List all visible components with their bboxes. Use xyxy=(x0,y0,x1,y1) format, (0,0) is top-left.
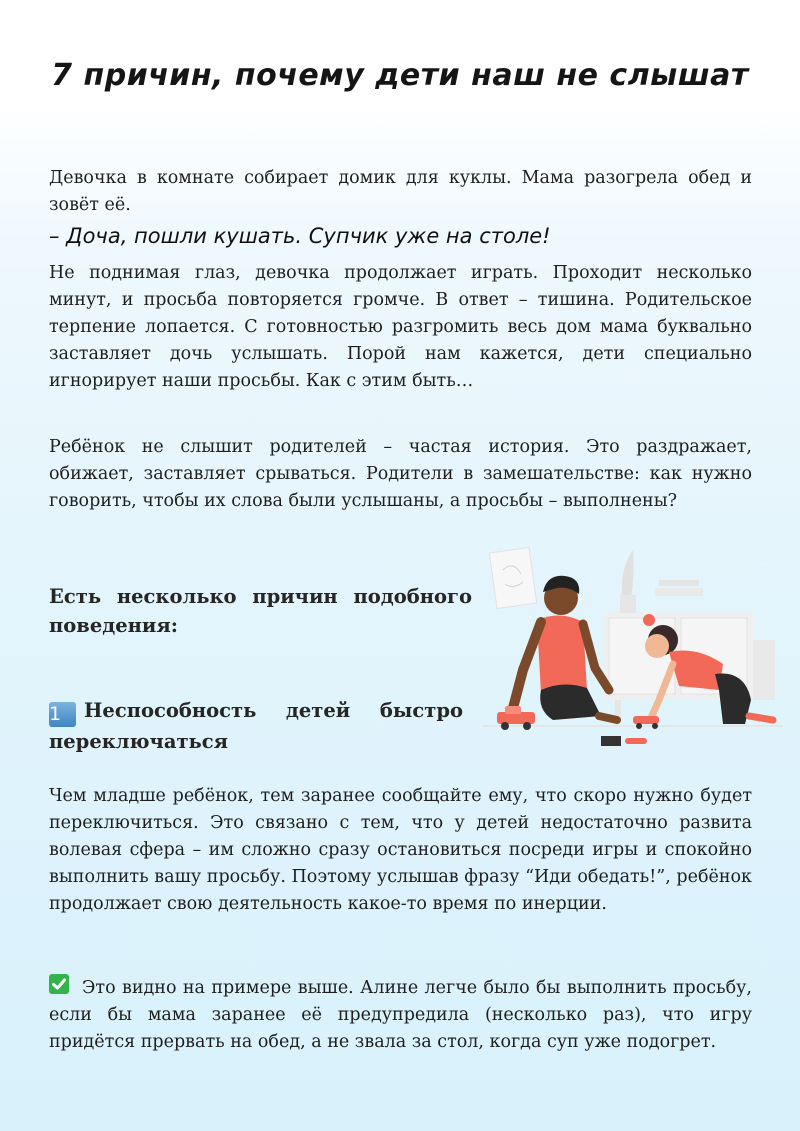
page-title: 7 причин, почему дети наш не слышат xyxy=(51,58,749,93)
quote-line: – Доча, пошли кушать. Супчик уже на столе! xyxy=(49,224,551,248)
story-paragraph: Не поднимая глаз, девочка продолжает играть. Проходит несколько минут, и просьба повторяется громче. В ответ – тишина. Родительское терпение лопается. С готовностью разгромить весь дом мама буквально заставляет дочь услышать. Порой нам кажется, дети специально игнорирует наши просьбы. Как с этим быть… xyxy=(49,263,752,391)
reason-1-title: Неспособность детей быстро переключаться xyxy=(49,699,463,753)
intro-paragraph: Девочка в комнате собирает домик для куклы. Мама разогрела обед и зовёт её. xyxy=(49,168,752,215)
reason-1-heading xyxy=(49,696,463,756)
reasons-heading: Есть несколько причин подобного поведения: xyxy=(49,585,472,637)
problem-paragraph: Ребёнок не слышит родителей – частая история. Это раздражает, обижает, заставляет срываться. Родители в замешательстве: как нужно говорить, чтобы их слова были услышаны, а просьбы – выполнены? xyxy=(49,437,752,511)
reason-1-paragraph: Чем младше ребёнок, тем заранее сообщайте ему, что скоро нужно будет переключиться. Это связано с тем, что у детей недостаточно развита волевая сфера – им сложно сразу остановиться посреди игры и спокойно выполнить вашу просьбу. Поэтому услышав фразу “Иди обедать!”, ребёнок продолжает свою деятельность какое-то время по инерции. xyxy=(49,786,752,914)
number-one-badge-icon: 1 xyxy=(49,702,76,727)
example-paragraph: Это видно на примере выше. Алине легче было бы выполнить просьбу, если бы мама заранее её предупредила (несколько раз), что игру придётся прервать на обед, а не звала за стол, когда суп уже подогрет. xyxy=(49,978,752,1052)
children-playing-illustration xyxy=(483,540,783,750)
